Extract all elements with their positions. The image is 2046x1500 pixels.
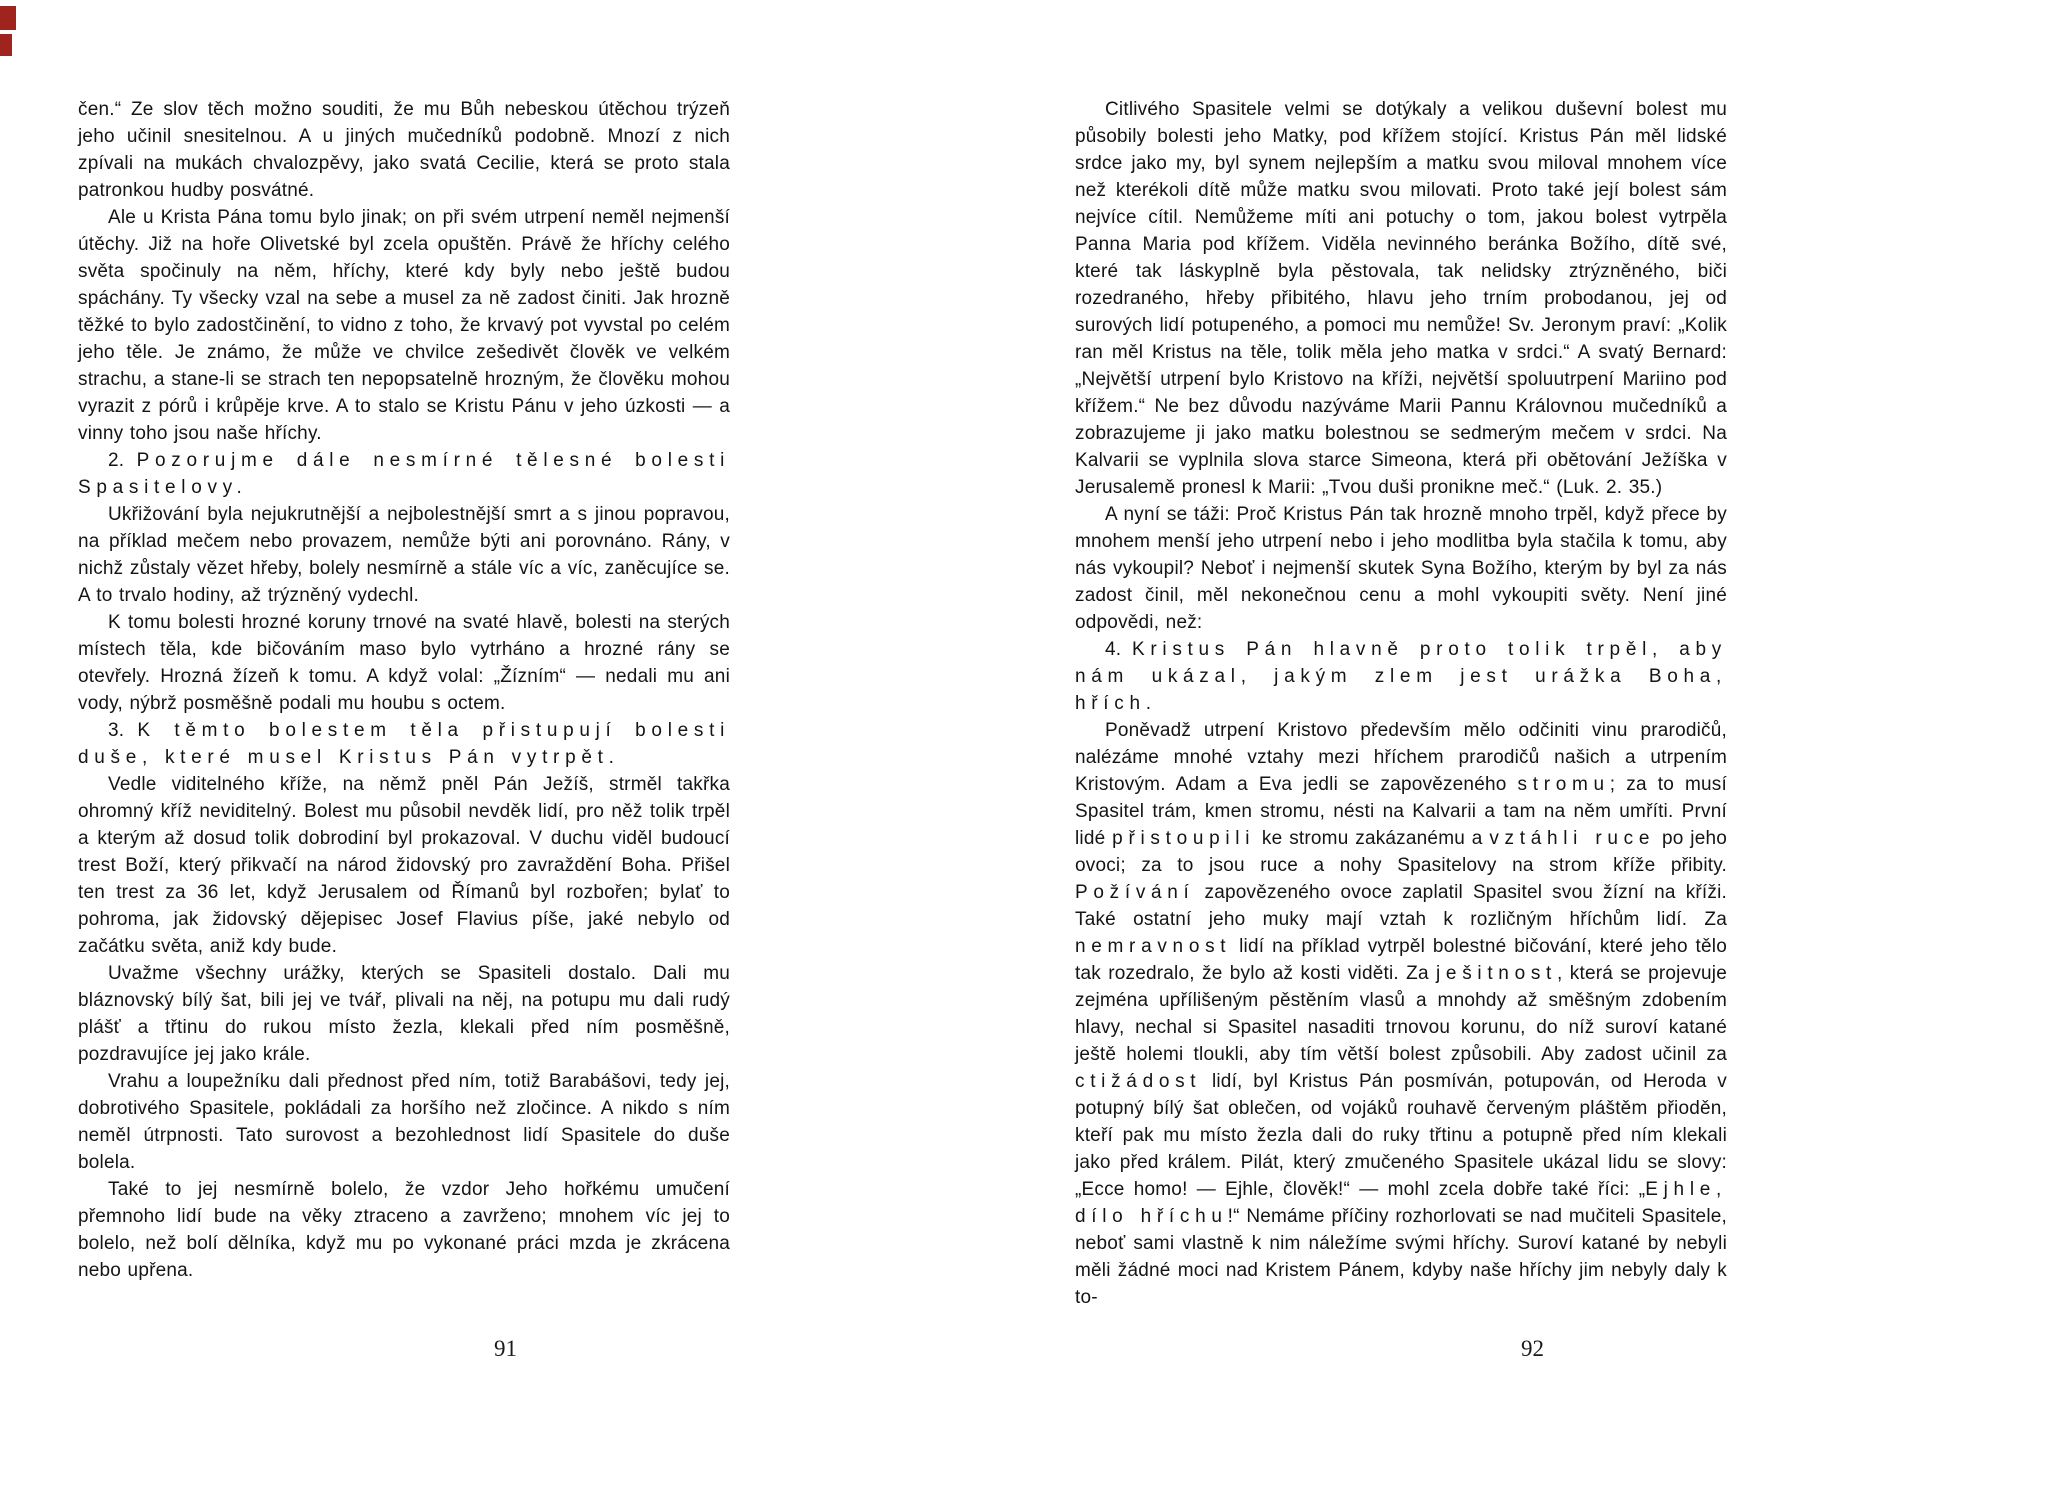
red-scan-edge-mark [0,6,16,30]
letterspaced-emphasis-text: Kristus Pán hlavně proto tolik trpěl, aby nám ukázal, jakým zlem jest urážka Boha, hřích. [1075,639,1727,714]
body-text: 4. [1105,639,1133,660]
paragraph [78,960,730,1068]
body-text: Citlivého Spasitele velmi se dotýkaly a velikou duševní bolest mu působily bolesti jeho Matky, pod křížem stojící. Kristus Pán měl lidské srdce jako my, byl synem nejlepším a matku svou miloval mnohem více než kterékoli dítě může matku svou milovati. Proto také její bolest sám nejvíce cítil. Nemůžeme míti ani potuchy o tom, jakou bolest vytrpěla Panna Maria pod křížem. Viděla nevinného beránka Božího, dítě své, které tak láskyplně byla pěstovala, tak nelidsky ztrýzněného, biči rozedraného, hřeby přibitého, hlavu jeho trním probodanou, jej od surových lidí potupeného, a pomoci mu nemůže! Sv. Jeronym praví: „Kolik ran měl Kristus na těle, tolik měla jeho matka v srdci.“ A svatý Bernard: „Největší utrpení bylo Kristovo na kříži, největší spoluutrpení Mariino pod křížem.“ Ne bez důvodu nazýváme Marii Pannu Královnou mučedníků a zobrazujeme ji jako matku bolestnou se sedmerým mečem v srdci. Na Kalvarii se vyplnila slova starce Simeona, která při obětování Ježíška v Jerusalemě pronesl k Marii: „Tvou duši pronikne meč.“ (Luk. 2. 35.) [1075,99,1727,498]
body-text: Uvažme všechny urážky, kterých se Spasiteli dostalo. Dali mu bláznovský bílý šat, bili jej ve tvář, plivali na něj, na potupu mu dali rudý plášť a třtinu do rukou místo žezla, klekali před ním posměšně, pozdravujíce jej jako krále. [78,963,730,1065]
paragraph [78,96,730,204]
body-text: !“ Nemáme příčiny rozhorlovati se nad mučiteli Spasitele, neboť sami vlastně k nim náležíme svými hříchy. Suroví katané by nebyli měli žádné moci nad Kristem Pánem, kdyby naše hříchy jim nebyly daly k to- [1075,1206,1727,1308]
paragraph [78,1176,730,1284]
paragraph [78,717,730,771]
paragraph [1075,96,1727,501]
body-text: lidí, byl Kristus Pán posmíván, potupován, od Heroda v potupný bílý šat oblečen, od vojáků rouhavě červeným pláštěm přioděn, kteří pak mu místo žezla dali do ruky třtinu a potupně před ním klekali jako před králem. Pilát, který zmučeného Spasitele ukázal lidu se slovy: „Ecce homo! — Ejhle, člověk!“ — mohl zcela dobře také říci: „ [1075,1071,1727,1200]
left-page-number: 91 [494,1336,517,1361]
paragraph [78,609,730,717]
body-text: 3. [108,720,138,741]
body-text: Ale u Krista Pána tomu bylo jinak; on při svém utrpení neměl nejmenší útěchy. Již na hoře Olivetské byl zcela opuštěn. Právě že hříchy celého světa spočinuly na něm, hříchy, které kdy byly nebo ještě budou spáchány. Ty všecky vzal na sebe a musel za ně zadost činiti. Jak hrozně těžké to bylo zadostčinění, to vidno z toho, že krvavý pot vyvstal po celém jeho těle. Je známo, že může ve chvilce zešedivět člověk ve velkém strachu, a stane-li se strach ten nepopsatelně hrozným, že člověku mohou vyrazit z pórů i krůpěje krve. A to stalo se Kristu Pánu v jeho úzkosti — a vinny toho jsou naše hříchy. [78,207,730,444]
body-text: zapovězeného ovoce zaplatil Spasitel svou žízní na kříži. Také ostatní jeho muky mají vztah k rozličným hříchům lidí. Za [1075,882,1727,930]
body-text: Také to jej nesmírně bolelo, že vzdor Jeho hořkému umučení přemnoho lidí bude na věky ztraceno a zavrženo; mnohem víc jej to bolelo, než bolí dělníka, když mu po vykonané práci mzda je zkrácena nebo upřena. [78,1179,730,1281]
body-text: ; za to musí Spasitel trám, kmen stromu, nésti na Kalvarii a tam na něm umříti. První lidé [1075,774,1727,849]
body-text: čen.“ Ze slov těch možno souditi, že mu Bůh nebeskou útěchou trýzeň jeho učinil snesitelnou. A u jiných mučedníků podobně. Mnozí z nich zpívali na mukách chvalozpěvy, jako svatá Cecilie, která se proto stala patronkou hudby posvátné. [78,99,730,201]
body-text: Vedle viditelného kříže, na němž pněl Pán Ježíš, strměl takřka ohromný kříž neviditelný. Bolest mu působil nevděk lidí, pro něž tolik trpěl a kterým až dosud tolik dobrodiní byl prokazoval. V duchu viděl budoucí trest Boží, který přikvačí na národ židovský pro zavraždění Boha. Přišel ten trest za 36 let, když Jerusalem od Římanů byl rozbořen; bylať to pohroma, jak židovský dějepisec Josef Flavius píše, jaké nebylo od začátku světa, aniž kdy bude. [78,774,730,957]
right-page-text-column [1075,96,1727,1311]
paragraph [1075,636,1727,717]
paragraph [78,1068,730,1176]
paragraph [78,204,730,447]
body-text: po jeho ovoci; za to jsou ruce a nohy Spasitelovy na strom kříže přibity. [1075,828,1727,876]
paragraph [78,771,730,960]
paragraph [78,501,730,609]
letterspaced-emphasis-text: přistoupili [1112,828,1256,849]
body-text: , která se projevuje zejména upřílišeným pěstěním vlasů a mnohdy až směšným zdobením hlavy, nechal si Spasitel nasaditi trnovou korunu, do níž suroví katané ještě holemi tloukli, aby tím větší bolest způsobili. Aby zadost učinil za [1075,963,1727,1065]
letterspaced-emphasis-text: stromu [1517,774,1610,795]
paragraph [1075,501,1727,636]
body-text: A nyní se táži: Proč Kristus Pán tak hrozně mnoho trpěl, když přece by mnohem menší jeho utrpení nebo i jeho modlitba byla stačila k tomu, aby nás vykoupil? Neboť i nejmenší skutek Syna Božího, kterým by byl za nás zadost činil, měl nekonečnou cenu a mohl vykoupiti světy. Není jiné odpovědi, než: [1075,504,1727,633]
body-text: K tomu bolesti hrozné koruny trnové na svaté hlavě, bolesti na sterých místech těla, kde bičováním maso bylo vytrháno a hrozné rány se otevřely. Hrozná žízeň k tomu. A když volal: „Žízním“ — nedali mu ani vody, nýbrž posměšně podali mu houbu s octem. [78,612,730,714]
right-page-number: 92 [1521,1336,1544,1361]
letterspaced-emphasis-text: Pozorujme dále nesmírné tělesné bolesti Spasitelovy. [78,450,730,498]
body-text: 2. [108,450,137,471]
body-text: lidí na příklad vytrpěl bolestné bičování, které jeho tělo tak rozedralo, že bylo až kosti viděti. Za [1075,936,1727,984]
body-text: ke stromu zakázanému a [1255,828,1490,849]
left-page-text-column [78,96,730,1284]
body-text: Ukřižování byla nejukrutnější a nejbolestnější smrt a s jinou popravou, na příklad mečem nebo provazem, nemůže býti ani porovnáno. Rány, v nichž zůstaly vězet hřeby, bolely nesmírně a stále víc a víc, zaněcujíce se. A to trvalo hodiny, až trýzněný vydechl. [78,504,730,606]
letterspaced-emphasis-text: ctižádost [1075,1071,1202,1092]
letterspaced-emphasis-text: K těmto bolestem těla přistupují bolesti duše, které musel Kristus Pán vytrpět. [78,720,730,768]
letterspaced-emphasis-text: vztáhli ruce [1489,828,1656,849]
paragraph [1075,717,1727,1311]
letterspaced-emphasis-text: Ejhle, dílo hříchu [1075,1179,1727,1227]
body-text: Poněvadž utrpení Kristovo především mělo odčiniti vinu prarodičů, nalézáme mnohé vztahy mezi hříchem prarodičů našich a utrpením Kristovým. Adam a Eva jedli se zapovězeného [1075,720,1727,795]
red-scan-edge-mark [0,34,12,56]
body-text: Vrahu a loupežníku dali přednost před ním, totiž Barabášovi, tedy jej, dobrotivého Spasitele, pokládali za horšího než zločince. A nikdo s ním neměl útrpnosti. Tato surovost a bezohlednost lidí Spasitele do duše bolela. [78,1071,730,1173]
letterspaced-emphasis-text: Požívání [1075,882,1195,903]
letterspaced-emphasis-text: ješitnost [1436,963,1558,984]
paragraph [78,447,730,501]
letterspaced-emphasis-text: nemravnost [1075,936,1232,957]
